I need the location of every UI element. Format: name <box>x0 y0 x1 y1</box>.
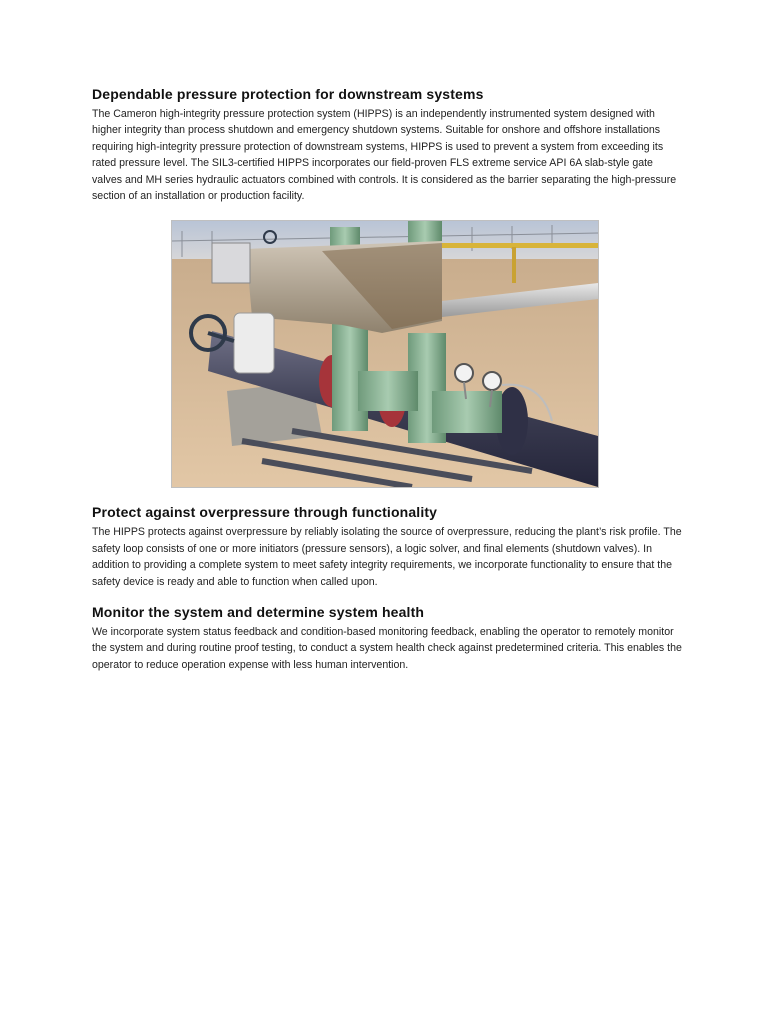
section-heading: Protect against overpressure through functionality <box>92 504 438 521</box>
section-body: We incorporate system status feedback and condition-based monitoring feedback, enabling the operator to remotely monitor the system and during routine proof testing, to conduct a system health check against predetermined criteria. This enables the operator to reduce operation expense with less human intervention. <box>92 626 682 671</box>
section-overpressure-protection <box>92 504 682 590</box>
section-heading: Dependable pressure protection for downstream systems <box>92 86 484 102</box>
section-system-health <box>92 604 682 673</box>
section-body: The Cameron high-integrity pressure protection system (HIPPS) is an independently instrumented system designed with higher integrity than process shutdown and emergency shutdown systems. Suitable for onshore and offshore installations requiring high-integrity pressure protection of downstream systems, HIPPS is used to prevent a system from exceeding its rated pressure level. The SIL3-certified HIPPS incorporates our field-proven FLS extreme service API 6A slab-style gate valves and MH series hydraulic actuators combined with controls. It is considered as the barrier separating the high-pressure section of an installation or production facility. <box>92 108 677 203</box>
document-content <box>92 86 682 673</box>
section-heading: Monitor the system and determine system health <box>92 604 425 621</box>
hipps-installation-photo <box>171 220 599 488</box>
section-dependable-protection <box>92 86 682 204</box>
section-body: The HIPPS protects against overpressure by reliably isolating the source of overpressure, reducing the plant’s risk profile. The safety loop consists of one or more initiators (pressure sensors), a logic solver, and final elements (shutdown valves). In addition to providing a complete system to meet safety integrity requirements, we incorporate functionality to ensure that the safety device is ready and able to function when called upon. <box>92 526 682 588</box>
